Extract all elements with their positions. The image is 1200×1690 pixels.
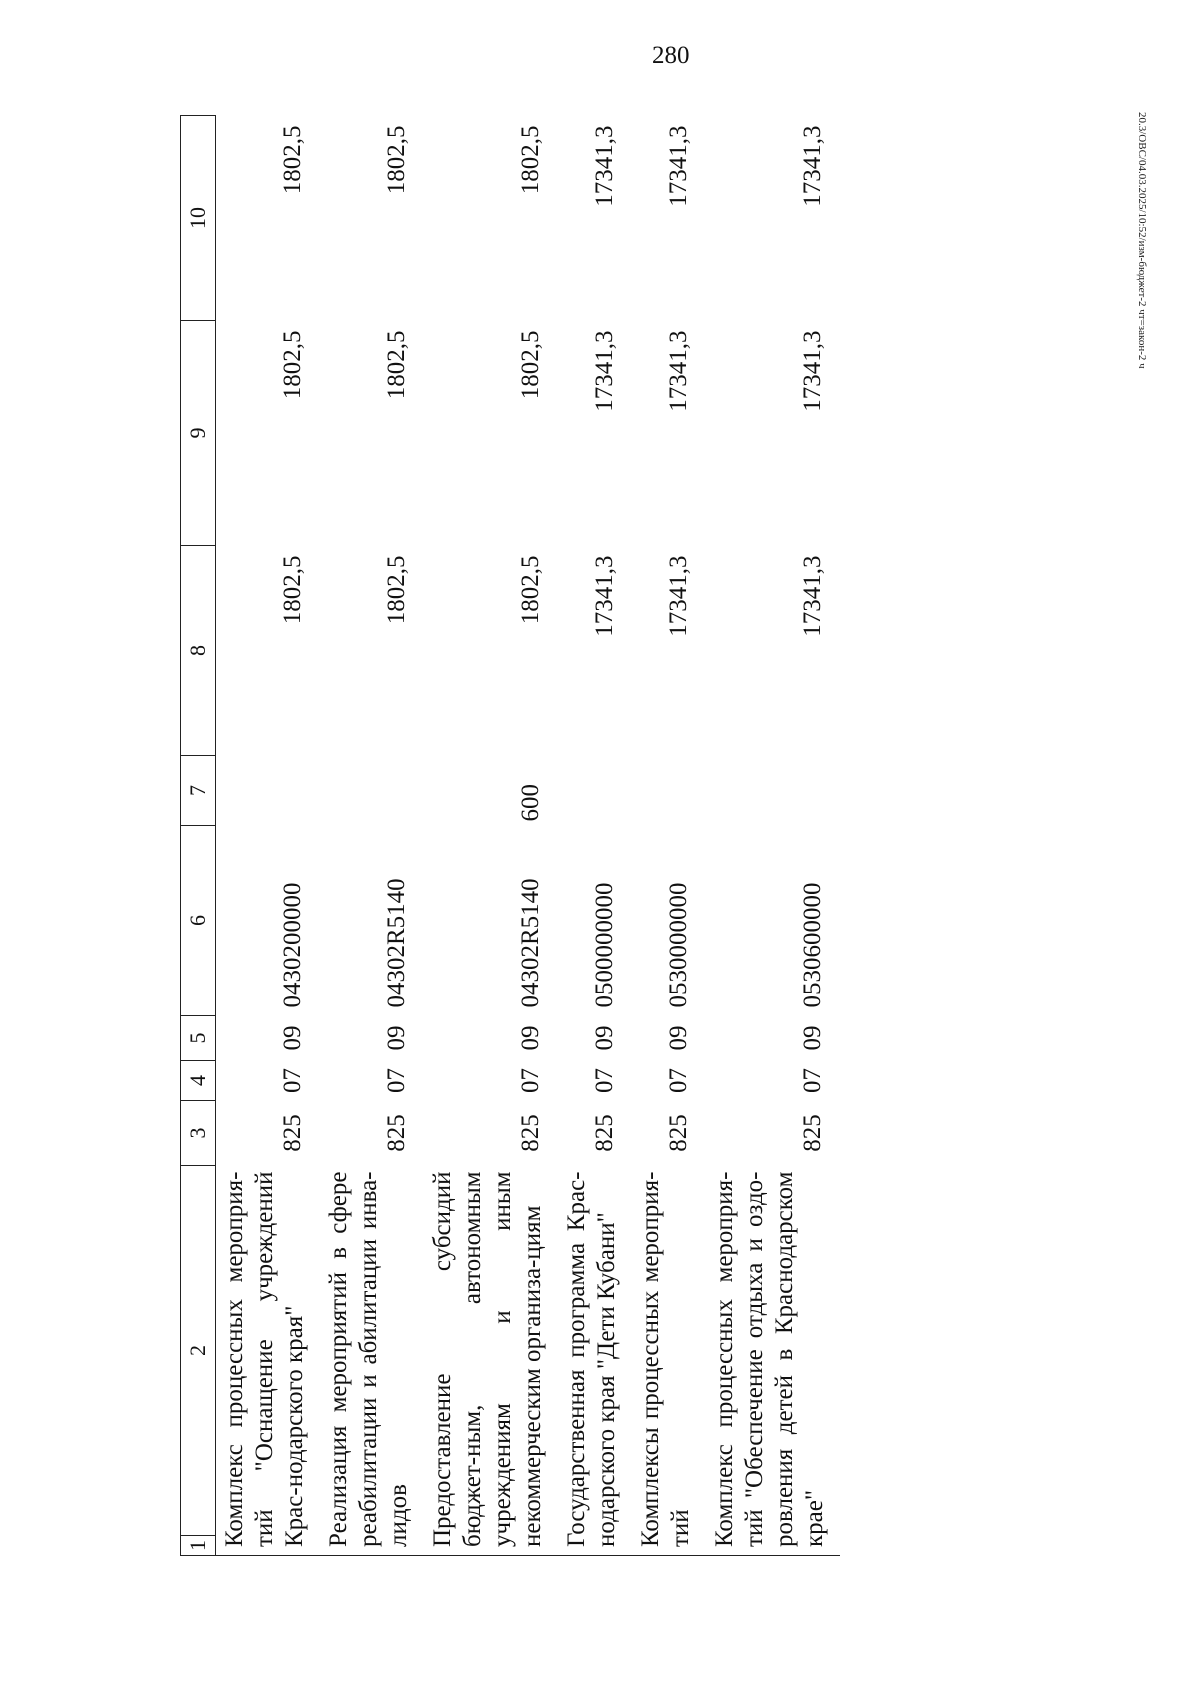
header-col-3: 3 [181,1101,216,1166]
cell-section: 07 [279,1068,306,1093]
header-col-5: 5 [181,1016,216,1061]
cell-amount-3: 1802,5 [383,125,410,195]
cell-admin-code: 825 [383,1114,410,1152]
cell-target-code: 0530600000 [799,882,826,1008]
cell-target-code: 04302R5140 [517,878,544,1008]
cell-target-code: 0500000000 [591,882,618,1008]
cell-subsection: 09 [279,1025,306,1051]
header-col-10: 10 [181,116,216,321]
cell-target-code: 0430200000 [279,882,306,1008]
table-header [181,116,216,1556]
header-col-6: 6 [181,826,216,1016]
cell-section: 07 [517,1068,544,1093]
cell-amount-2: 1802,5 [279,330,306,400]
budget-table [180,115,840,1556]
cell-amount-1: 1802,5 [383,555,410,625]
cell-amount-2: 17341,3 [665,330,692,412]
row-name: Комплекс процессных мероприя-тий "Оснащение учреждений Крас-нодарского края" [216,1166,321,1556]
cell-amount-1: 1802,5 [517,555,544,625]
cell-amount-3: 1802,5 [279,125,306,195]
header-col-7: 7 [181,756,216,826]
cell-section: 07 [591,1068,618,1093]
cell-amount-2: 17341,3 [799,330,826,412]
row-name: Государственная программа Крас-нодарского края "Дети Кубани" [558,1166,632,1556]
cell-amount-3: 17341,3 [799,125,826,207]
table-row [558,116,632,1556]
cell-admin-code: 825 [517,1114,544,1152]
cell-subsection: 09 [591,1025,618,1051]
cell-expense-type [558,756,632,826]
cell-amount-3: 17341,3 [665,125,692,207]
cell-amount-1: 17341,3 [665,555,692,637]
header-col-1: 1 [181,1536,216,1556]
cell-target-code: 0530000000 [665,882,692,1008]
header-col-8: 8 [181,546,216,756]
cell-section: 07 [383,1068,410,1093]
cell-amount-1: 1802,5 [279,555,306,625]
row-name: Предоставление субсидий бюджет-ным, автономным учреждениям и иным некоммерческим организа-циям [424,1166,558,1556]
header-col-9: 9 [181,321,216,546]
row-name: Реализация мероприятий в сфере реабилитации и абилитации инва-лидов [320,1166,424,1556]
cell-expense-type: 600 [517,784,544,822]
cell-expense-type [632,756,706,826]
cell-amount-2: 17341,3 [591,330,618,412]
cell-expense-type [216,756,321,826]
cell-subsection: 09 [665,1025,692,1051]
cell-admin-code: 825 [665,1114,692,1152]
cell-amount-1: 17341,3 [799,555,826,637]
cell-section: 07 [665,1068,692,1093]
cell-subsection: 09 [799,1025,826,1051]
cell-amount-3: 1802,5 [517,125,544,195]
table-row [632,116,706,1556]
table-row [706,116,840,1556]
document-footer-code: 20.3/ОВС/04.03.2025/10:52/изм-бюджет-2 чт=закон-2 ч [1136,112,1148,369]
row-name: Комплекс процессных мероприя-тий "Обеспечение отдыха и оздо-ровления детей в Краснодарском крае" [706,1166,840,1556]
header-row [181,116,216,1556]
table-row [320,116,424,1556]
cell-amount-1: 17341,3 [591,555,618,637]
cell-subsection: 09 [517,1025,544,1051]
cell-target-code: 04302R5140 [383,878,410,1008]
header-col-2: 2 [181,1166,216,1536]
header-col-4: 4 [181,1061,216,1101]
cell-section: 07 [799,1068,826,1093]
budget-table-container [180,116,1060,1556]
table-body [216,116,841,1556]
cell-amount-3: 17341,3 [591,125,618,207]
cell-amount-2: 1802,5 [383,330,410,400]
cell-expense-type [706,756,840,826]
cell-admin-code: 825 [799,1114,826,1152]
cell-admin-code: 825 [591,1114,618,1152]
table-row [216,116,321,1556]
table-row [424,116,558,1556]
cell-amount-2: 1802,5 [517,330,544,400]
row-name: Комплексы процессных мероприя-тий [632,1166,706,1556]
cell-subsection: 09 [383,1025,410,1051]
page-number: 280 [652,42,690,69]
cell-admin-code: 825 [279,1114,306,1152]
cell-expense-type [320,756,424,826]
